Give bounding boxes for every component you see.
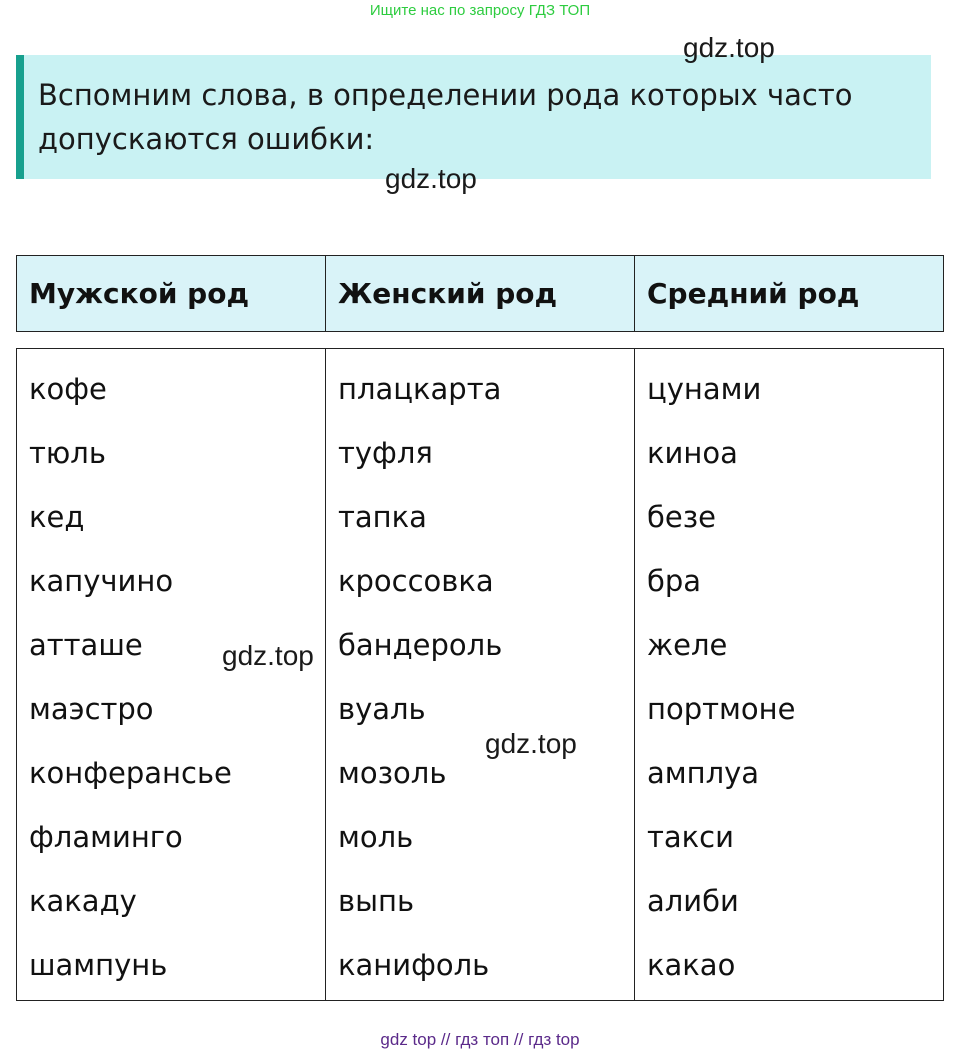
list-item: шампунь (29, 948, 168, 982)
list-item: киноа (647, 436, 738, 470)
list-item: бандероль (338, 628, 503, 662)
list-item: капучино (29, 564, 174, 598)
list-item: амплуа (647, 756, 760, 790)
list-item: желе (647, 628, 728, 662)
list-item: вуаль (338, 692, 426, 726)
list-item: фламинго (29, 820, 183, 854)
watermark: gdz.top (222, 640, 314, 671)
intro-text: Вспомним слова, в определении рода которых часто допускаются ошибки: (38, 78, 853, 156)
list-item: тюль (29, 436, 106, 470)
table-header-row (16, 255, 944, 332)
column-masculine (17, 349, 326, 1000)
watermark: gdz.top (683, 32, 775, 63)
watermark: gdz.top (385, 163, 477, 194)
watermark: gdz.top (485, 728, 577, 759)
column-feminine (326, 349, 635, 1000)
list-item: какао (647, 948, 736, 982)
list-item: такси (647, 820, 734, 854)
list-item: бра (647, 564, 702, 598)
list-item: выпь (338, 884, 415, 918)
column-neuter (635, 349, 943, 1000)
header-feminine: Женский род (326, 256, 635, 331)
list-item: безе (647, 500, 716, 534)
list-item: туфля (338, 436, 433, 470)
list-item: кед (29, 500, 85, 534)
list-item: портмоне (647, 692, 796, 726)
list-item: кроссовка (338, 564, 494, 598)
list-item: атташе (29, 628, 143, 662)
top-banner: Ищите нас по запросу ГДЗ ТОП (369, 2, 591, 19)
list-item: маэстро (29, 692, 154, 726)
list-item: мозоль (338, 756, 447, 790)
header-neuter: Средний род (647, 277, 860, 310)
intro-callout (16, 55, 931, 179)
header-masculine: Мужской род (17, 256, 326, 331)
list-item: плацкарта (338, 372, 502, 406)
list-item: конферансье (29, 756, 232, 790)
list-item: алиби (647, 884, 739, 918)
table-body (16, 348, 944, 1001)
list-item: кофе (29, 372, 107, 406)
footer-links: gdz top // гдз топ // гдз top (380, 1030, 580, 1049)
list-item: цунами (647, 372, 762, 406)
list-item: канифоль (338, 948, 490, 982)
list-item: моль (338, 820, 414, 854)
list-item: какаду (29, 884, 137, 918)
list-item: тапка (338, 500, 427, 534)
